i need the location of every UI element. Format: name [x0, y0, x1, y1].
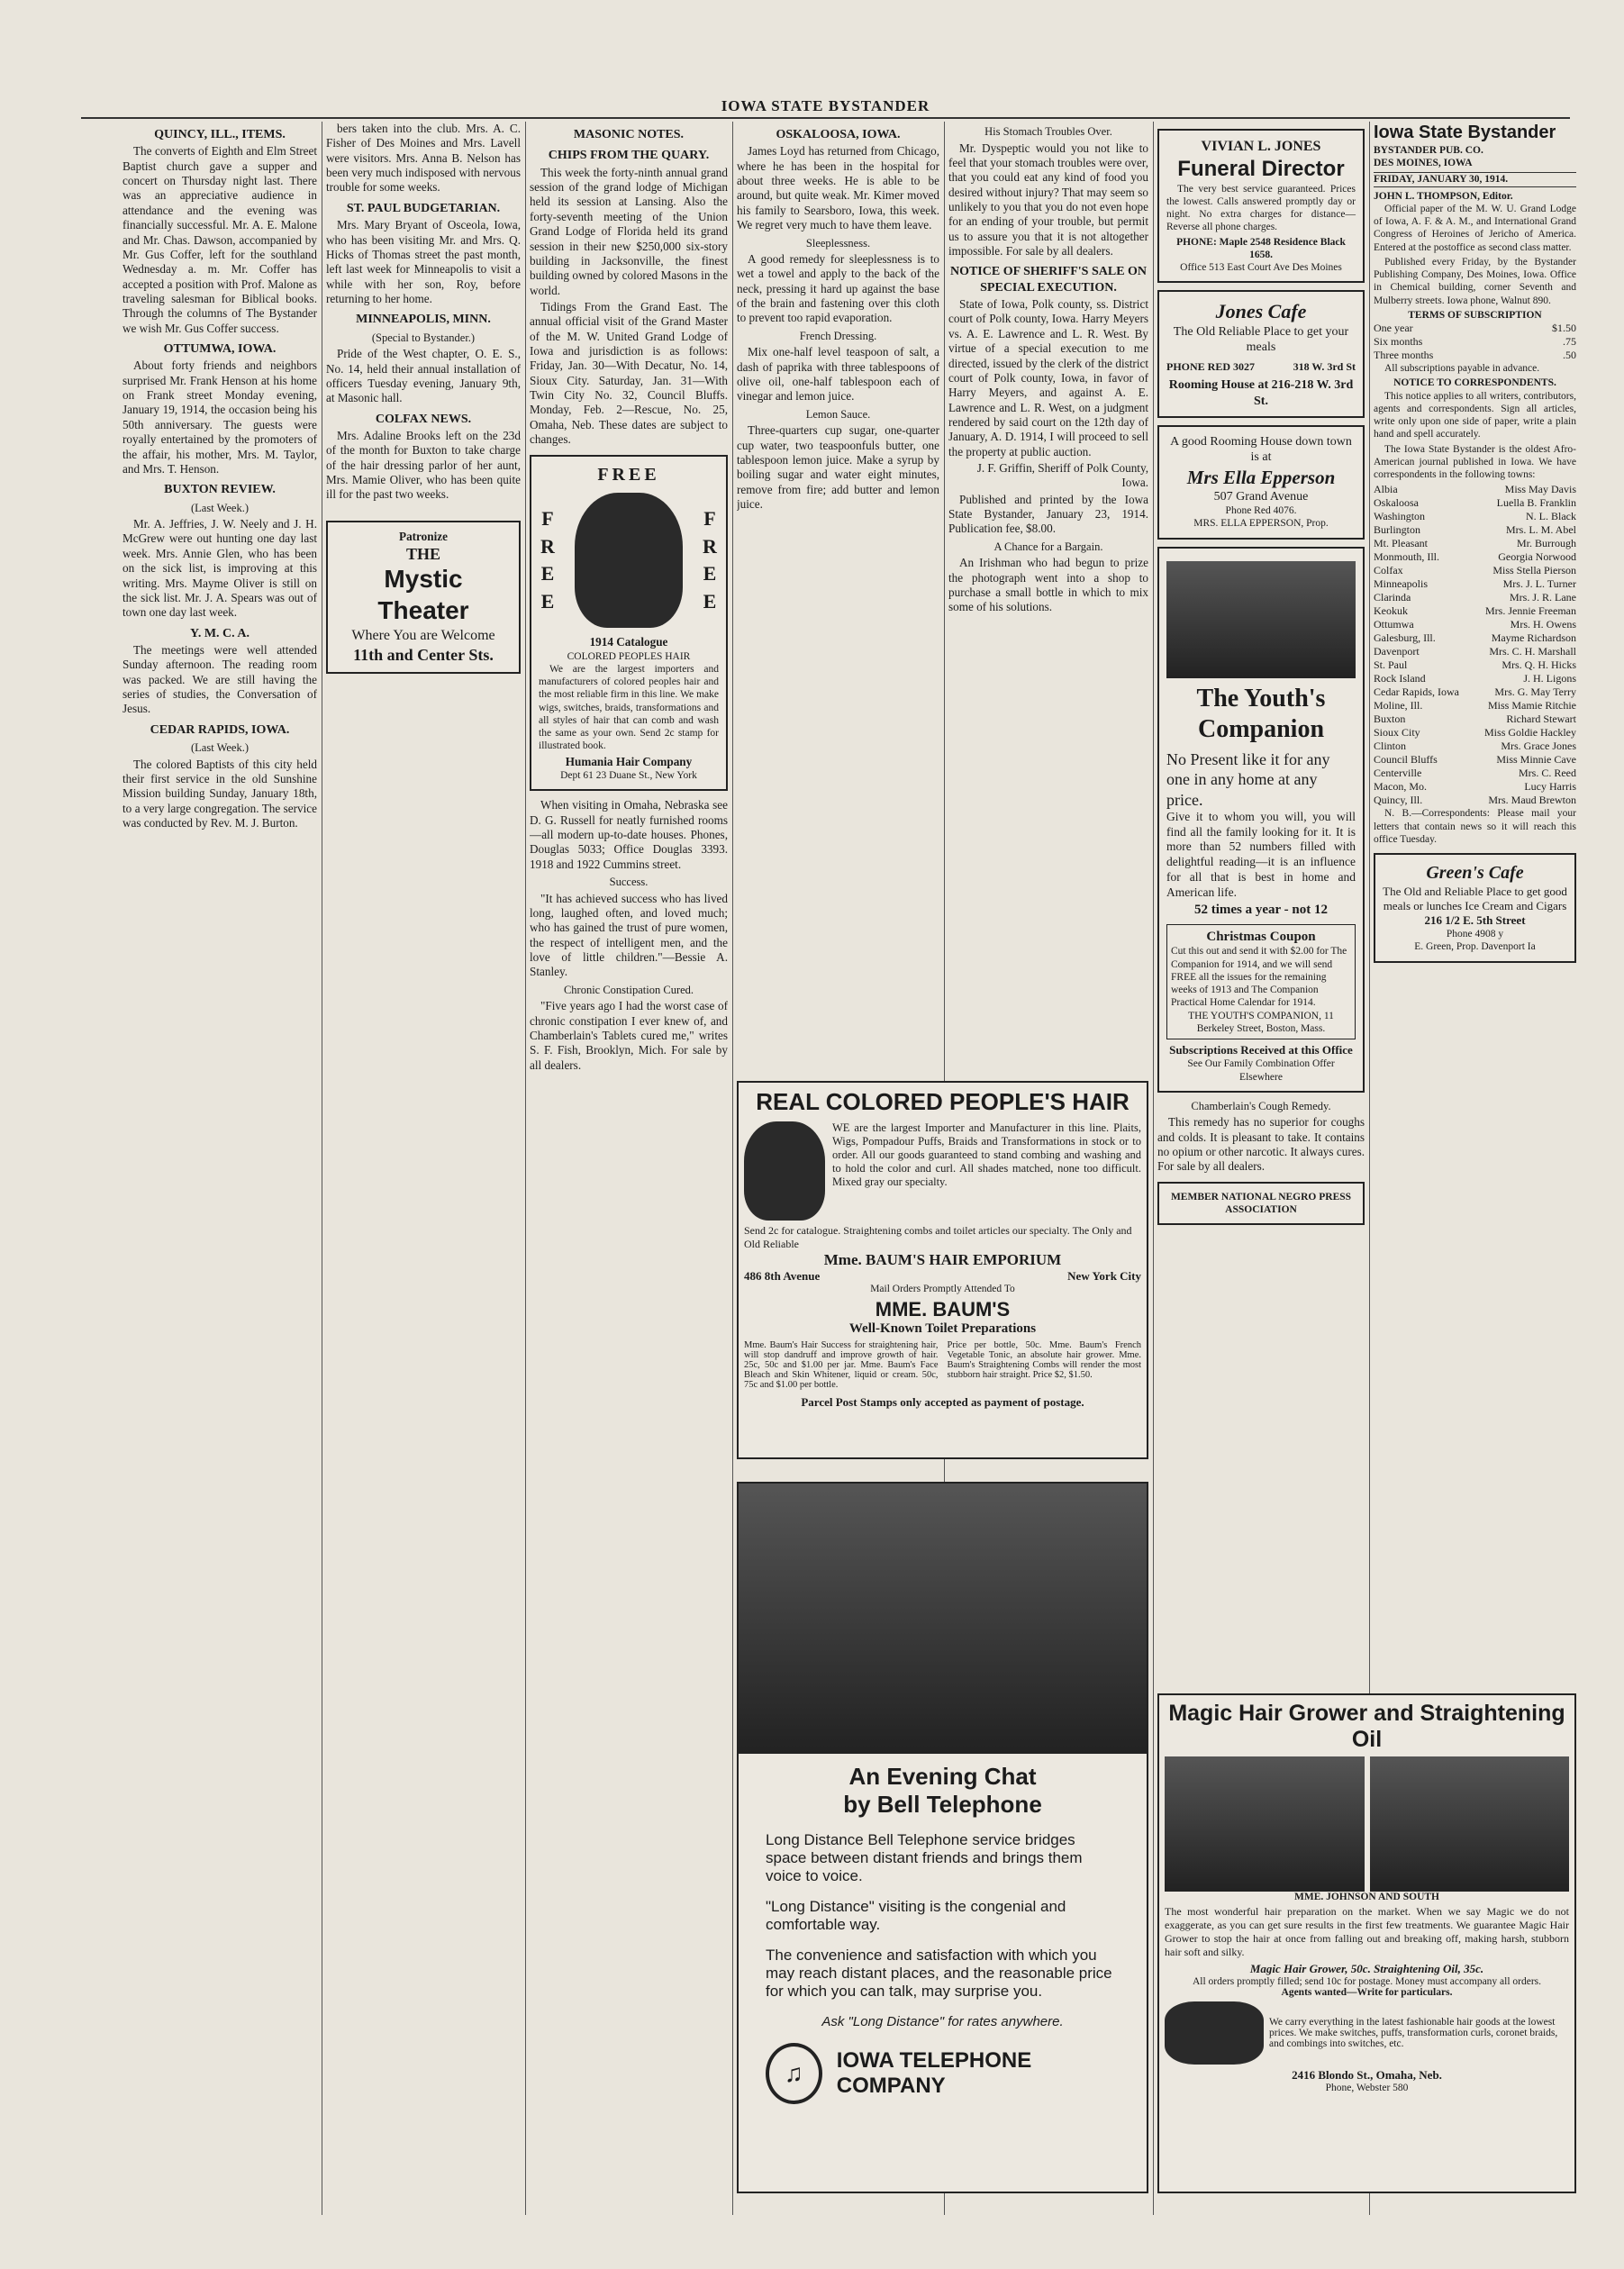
editor: JOHN L. THOMPSON, Editor. — [1374, 190, 1513, 202]
city: DES MOINES, IOWA — [1374, 158, 1473, 169]
subscriptions-subline: See Our Family Combination Offer Elsewhere — [1187, 1058, 1335, 1083]
correspondent-name: Mrs. C. Reed — [1519, 767, 1576, 780]
correspondent-town: Buxton — [1374, 712, 1406, 726]
correspondent-row — [1374, 685, 1576, 699]
lemon-sauce-heading: Lemon Sauce. — [805, 407, 871, 421]
epperson-ad — [1157, 425, 1365, 540]
st-paul-article: Mrs. Mary Bryant of Osceola, Iowa, who has been visiting Mr. and Mrs. Q. Hicks of Thomas street the past month, left last week for Minneapolis to visit a while with her son, Roy, before returning to her home. — [326, 218, 521, 305]
masonic-heading: MASONIC NOTES. — [573, 128, 685, 141]
correspondent-name: Mrs. Maud Brewton — [1488, 794, 1576, 807]
hair-bun-image — [575, 493, 683, 628]
terms-row — [1374, 322, 1576, 335]
parcel-post-note: Parcel Post Stamps only accepted as payment of postage. — [801, 1395, 1084, 1409]
correspondent-town: Moline, Ill. — [1374, 699, 1423, 712]
correspondent-town: Minneapolis — [1374, 577, 1428, 591]
chips-article: This week the forty-ninth annual grand session of the grand lodge of Michigan held its session at Lansing. Also the forty-seventh meeting of the Union Grand Lodge of Florida held its grand session in their new $250,000 six-story building in Jacksonville, the finest building owned by colored Masons in the world. — [530, 165, 728, 297]
youths-companion-ad — [1157, 547, 1365, 1093]
success-quote: "It has achieved success who has lived long, laughed often, and loved much; who has gained the trust of pure women, the respect of intelligent men, and the love of little children."—Bessie A. Stanley. — [530, 891, 728, 979]
hair-mail-orders: Mail Orders Promptly Attended To — [870, 1284, 1015, 1294]
magic-caption: MME. JOHNSON AND SOUTH — [1293, 1892, 1439, 1902]
correspondent-name: Georgia Norwood — [1498, 550, 1576, 564]
correspondent-town: Clinton — [1374, 740, 1407, 753]
colfax-heading: COLFAX NEWS. — [375, 412, 472, 426]
column-6 — [1157, 122, 1365, 1689]
bell-icon: ♫ — [766, 2043, 822, 2104]
sheriff-signature: J. F. Griffin, Sheriff of Polk County, Iowa. — [976, 461, 1148, 490]
correspondent-town: Clarinda — [1374, 591, 1411, 604]
cedar-rapids-heading: CEDAR RAPIDS, IOWA. — [150, 722, 290, 737]
success-heading: Success. — [609, 876, 649, 889]
correspondent-row — [1374, 577, 1576, 591]
term-label: Three months — [1374, 349, 1434, 362]
correspondent-row — [1374, 645, 1576, 658]
cafe-address: 318 W. 3rd St — [1293, 360, 1356, 374]
constipation-heading: Chronic Constipation Cured. — [563, 983, 694, 996]
cafe-name: Jones Cafe — [1215, 300, 1307, 323]
correspondent-name: Mrs. C. H. Marshall — [1489, 645, 1576, 658]
correspondent-name: J. H. Ligons — [1523, 672, 1576, 685]
hair-ad-body: WE are the largest Importer and Manufacturer in this line. Plaits, Wigs, Pompadour Puffs, Braids and Transformations in stock or to order. All our goods guaranteed to stand combing and washing and to hold the color and curl. All shades matched, none too difficult. Mixed gray our specialty. — [832, 1121, 1141, 1188]
column-rule — [525, 122, 526, 2215]
funeral-director-ad — [1157, 129, 1365, 283]
epperson-address: 507 Grand Avenue — [1213, 489, 1309, 504]
sheriff-heading: NOTICE OF SHERIFF'S SALE ON SPECIAL EXECUTION. — [949, 265, 1148, 295]
mystic-name: Mystic Theater — [377, 565, 469, 625]
magic-photo-left — [1165, 1756, 1365, 1892]
correspondent-town: Cedar Rapids, Iowa — [1374, 685, 1459, 699]
jones-name: VIVIAN L. JONES — [1201, 139, 1321, 154]
greens-cafe-ad — [1374, 853, 1576, 963]
humania-address: Dept 61 23 Duane St., New York — [560, 770, 697, 782]
hair-emporium: Mme. BAUM'S HAIR EMPORIUM — [823, 1251, 1062, 1268]
correspondent-town: Ottumwa — [1374, 618, 1414, 631]
term-label: One year — [1374, 322, 1413, 335]
correspondent-row — [1374, 780, 1576, 794]
correspondent-town: Davenport — [1374, 645, 1420, 658]
youth-title-1: The Youth's — [1196, 684, 1326, 712]
french-dressing-heading: French Dressing. — [799, 329, 877, 342]
minneapolis-subheading: (Special to Bystander.) — [371, 331, 476, 344]
magic-mail: All orders promptly filled; send 10c for postage. Money must accompany all orders. — [1192, 1976, 1542, 1987]
magic-address: 2416 Blondo St., Omaha, Neb. — [1292, 2068, 1442, 2082]
telephone-company: IOWA TELEPHONE COMPANY — [836, 2048, 1032, 2098]
terms-heading: TERMS OF SUBSCRIPTION — [1408, 309, 1542, 321]
free-side-right: FREE — [703, 506, 717, 613]
term-price: $1.50 — [1552, 322, 1576, 335]
correspondent-name: Miss Mamie Ritchie — [1488, 699, 1576, 712]
correspondent-town: Burlington — [1374, 523, 1421, 537]
sleeplessness-heading: Sleeplessness. — [805, 236, 871, 250]
masthead: IOWA STATE BYSTANDER — [81, 97, 1570, 119]
column-7 — [1374, 122, 1576, 1500]
correspondent-row — [1374, 564, 1576, 577]
correspondent-row — [1374, 591, 1576, 604]
correspondent-name: Mrs. L. M. Abel — [1506, 523, 1576, 537]
column-1 — [122, 122, 317, 2211]
correspondent-town: Centerville — [1374, 767, 1422, 780]
correspondent-town: Rock Island — [1374, 672, 1426, 685]
baum-subtitle: Well-Known Toilet Preparations — [848, 1321, 1037, 1336]
hair-ad-catalog-line: Send 2c for catalogue. Straightening combs and toilet articles our specialty. The Only and Old Reliable — [744, 1224, 1132, 1250]
correspondent-row — [1374, 794, 1576, 807]
term-price: .50 — [1563, 349, 1576, 362]
youth-text: Give it to whom you will, you will find all the family looking for it. It is more than 52 numbers filled with delightful reading—it is an influence for all that is best in home and American life. — [1166, 809, 1356, 899]
sheriff-article: State of Iowa, Polk county, ss. District court of Polk county, Iowa. Harry Meyers vs. A. E. Lawrence and L. R. West. By virtue of a special execution to me directed, issued by the clerk of the district court of Polk county, Iowa, in favor of Harry Meyers, and against A. E. Lawrence and L. R. West, on a judgment rendered by said court on the 12th day of January, A. D. 1914, I will proceed to sell the property at public auction. — [948, 297, 1148, 458]
baum-list-left: Mme. Baum's Hair Success for straightening hair, will stop dandruff and improve growth of hair. 25c, 50c and $1.00 per jar. Mme. Baum's Face Bleach and Skin Whitener, liquid or cream. 50c, 75c and $1.00 per bottle. — [744, 1340, 939, 1390]
correspondent-row — [1374, 672, 1576, 685]
nb-note: N. B.—Correspondents: Please mail your letters that contain news so it will reach this office Tuesday. — [1374, 808, 1576, 845]
ottumwa-heading: OTTUMWA, IOWA. — [163, 342, 277, 357]
issue-date: FRIDAY, JANUARY 30, 1914. — [1374, 172, 1576, 186]
sleeplessness-article: A good remedy for sleeplessness is to wet a towel and apply to the back of the neck, pressing it hard up against the base of the brain and fastening over this cloth to prevent too rapid evaporation. — [737, 252, 939, 325]
magic-prices: Magic Hair Grower, 50c. Straightening Oil, 35c. — [1249, 1962, 1484, 1975]
youth-title-2: Companion — [1197, 715, 1325, 744]
correspondent-town: Keokuk — [1374, 604, 1408, 618]
correspondent-name: Miss Minnie Cave — [1496, 753, 1576, 767]
correspondent-town: Galesburg, Ill. — [1374, 631, 1436, 645]
correspondent-row — [1374, 699, 1576, 712]
cough-heading: Chamberlain's Cough Remedy. — [1191, 1099, 1331, 1112]
paper-title: Iowa State Bystander — [1374, 123, 1556, 142]
correspondent-town: Sioux City — [1374, 726, 1420, 740]
catalogue-subtitle: COLORED PEOPLES HAIR — [567, 650, 691, 662]
telephone-body-3: The convenience and satisfaction with which you may reach distant places, and the reasonable price for which you can talk, may surprise you. — [766, 1947, 1112, 2000]
correspondents-heading: NOTICE TO CORRESPONDENTS. — [1393, 377, 1556, 389]
club-article: bers taken into the club. Mrs. A. C. Fisher of Des Moines and Mrs. Lavell were visitors. Mrs. Anna B. Nelson has been very much indisposed with nervous trouble for some weeks. — [326, 122, 521, 195]
jones-office: Office 513 East Court Ave Des Moines — [1180, 262, 1342, 274]
quincy-article: The converts of Eighth and Elm Street Baptist church gave a supper and concert on Thursday night last. There was an appreciative audience in attendance and the evening was financially successful. Mr. A. E. Malone and Mr. Chas. Dawson, accompanied by Mr. Gus Coffer, left for the southland Wednesday a. m. Mr. Coffer has accepted a position with Prof. Malone as traveling salesman for Biblical books. Through the columns of The Bystander we wish Mr. Gus Coffer success. — [122, 144, 317, 335]
buxton-subheading: (Last Week.) — [190, 501, 249, 514]
column-2 — [326, 122, 521, 2211]
cedar-rapids-article: The colored Baptists of this city held their first service in the old Sunshine Mission building Sunday, January 18th, to a very large congregation. The service was conducted by Rev. M. J. Burton. — [122, 757, 317, 830]
column-rule — [1153, 122, 1154, 2215]
term-label: Six months — [1374, 335, 1423, 349]
st-paul-heading: ST. PAUL BUDGETARIAN. — [346, 201, 501, 215]
correspondent-name: Mrs. Grace Jones — [1501, 740, 1576, 753]
cafe-rooming: Rooming House at 216-218 W. 3rd St. — [1168, 378, 1354, 408]
correspondent-name: N. L. Black — [1526, 510, 1576, 523]
jones-cafe-ad — [1157, 290, 1365, 418]
official-paper: Official paper of the M. W. U. Grand Lodge of Iowa, A. F. & A. M., and International Grand Congress of Heroines of Jericho of America. Entered at the postoffice as second class matter. — [1374, 203, 1576, 253]
correspondent-town: Washington — [1374, 510, 1426, 523]
greens-phone: Phone 4908 y — [1446, 929, 1504, 940]
telephone-body-1: Long Distance Bell Telephone service bridges space between distant friends and brings them voice to voice. — [766, 1831, 1083, 1884]
correspondents-text: This notice applies to all writers, contributors, agents and correspondents. Sign all articles, write only upon one side of paper, write a plain hand and spell accurately. — [1374, 390, 1576, 440]
publisher: BYSTANDER PUB. CO. — [1374, 144, 1483, 156]
telephone-ask: Ask "Long Distance" for rates anywhere. — [821, 2014, 1064, 2029]
bargain-heading: A Chance for a Bargain. — [993, 540, 1103, 553]
column-3 — [530, 122, 728, 2211]
magic-headline: Magic Hair Grower and Straightening Oil — [1168, 1701, 1565, 1752]
mystic-welcome: Where You are Welcome — [351, 627, 495, 643]
correspondent-name: Mrs. H. Owens — [1510, 618, 1576, 631]
jones-phone: PHONE: Maple 2548 Residence Black 1658. — [1176, 236, 1346, 260]
correspondent-row — [1374, 550, 1576, 564]
greens-name: Green's Cafe — [1426, 863, 1524, 884]
youths-companion-illustration — [1166, 561, 1356, 678]
mystic-patronize: Patronize — [399, 529, 448, 543]
quincy-heading: QUINCY, ILL., ITEMS. — [154, 128, 286, 141]
telephone-ad — [737, 1482, 1148, 2193]
minneapolis-article: Pride of the West chapter, O. E. S., No. 14, held their annual installation of officers Tuesday evening, January 9th, at Masonic hall. — [326, 347, 521, 405]
cafe-phone: PHONE RED 3027 — [1166, 360, 1256, 374]
correspondent-row — [1374, 658, 1576, 672]
subscriptions-line: Subscriptions Received at this Office — [1169, 1043, 1353, 1057]
correspondent-town: Council Bluffs — [1374, 753, 1438, 767]
constipation-article: "Five years ago I had the worst case of chronic constipation I ever knew of, and Chamberlain's Tablets cured me," writes S. F. Fish, Brooklyn, Mich. For sale by all dealers. — [530, 999, 728, 1072]
terms-row — [1374, 349, 1576, 362]
coupon-text: Cut this out and send it with $2.00 for The Companion for 1914, and we will send FREE all the issues for the remaining weeks of 1913 and The Companion Practical Home Calendar for 1914. — [1171, 946, 1347, 1009]
correspondent-town: Albia — [1374, 483, 1398, 496]
colfax-article: Mrs. Adaline Brooks left on the 23d of the month for Buxton to take charge of the hair dressing parlor of her aunt, Mrs. Mamie Oliver, who has been quite ill for the past two weeks. — [326, 428, 521, 502]
baum-title: MME. BAUM'S — [875, 1298, 1011, 1321]
epperson-intro: A good Rooming House down town is at — [1170, 434, 1352, 465]
magic-stock: We carry everything in the latest fashionable hair goods at the lowest prices. We make switches, puffs, transformation curls, coronet braids, and combings into switches, etc. — [1269, 2017, 1558, 2049]
french-dressing-article: Mix one-half level teaspoon of salt, a dash of paprika with three tablespoons of olive oil, one-half tablespoon each of vinegar and lemon juice. — [737, 345, 939, 404]
mystic-the: THE — [405, 545, 440, 564]
coupon-title: Christmas Coupon — [1206, 929, 1316, 944]
correspondent-town: St. Paul — [1374, 658, 1408, 672]
stomach-heading: His Stomach Troubles Over. — [984, 125, 1112, 138]
terms-row — [1374, 335, 1576, 349]
published-notice: Published every Friday, by the Bystander Publishing Company, Des Moines, Iowa. Office in Chemical building, corner Seventh and Mulberry streets. Iowa phone, Walnut 890. — [1374, 256, 1576, 306]
correspondents-list — [1374, 483, 1576, 807]
baum-list-right: Price per bottle, 50c. Mme. Baum's French Vegetable Tonic, an absolute hair grower. Mme. Baum's Straightening Combs will render the most stubborn hair straight. Price $2, $1.50. — [947, 1340, 1141, 1380]
correspondent-town: Mt. Pleasant — [1374, 537, 1428, 550]
buxton-heading: BUXTON REVIEW. — [164, 483, 276, 497]
greens-address: 216 1/2 E. 5th Street — [1424, 913, 1526, 928]
correspondent-name: Miss Goldie Hackley — [1484, 726, 1576, 740]
correspondent-name: Luella B. Franklin — [1496, 496, 1576, 510]
free-heading: FREE — [597, 464, 660, 485]
magic-phone: Phone, Webster 580 — [1325, 2083, 1409, 2093]
correspondent-name: Mrs. J. R. Lane — [1510, 591, 1576, 604]
hair-ad-headline: REAL COLORED PEOPLE'S HAIR — [756, 1088, 1130, 1115]
column-rule — [732, 122, 733, 2215]
ymca-heading: Y. M. C. A. — [190, 626, 249, 640]
term-price: .75 — [1563, 335, 1576, 349]
magic-text: The most wonderful hair preparation on the market. When we say Magic we do not exaggerate, as you can get sure results in the first few treatments. We guarantee Magic Hair Grower to stop the hair at once from falling out and breaking off, making harsh, stubborn hair soft and silky. — [1165, 1905, 1569, 1958]
cough-article: This remedy has no superior for coughs and colds. It is pleasant to take. It contains no opium or other narcotic. It always cures. For sale by all dealers. — [1157, 1115, 1365, 1174]
column-5 — [948, 122, 1148, 1076]
correspondent-town: Colfax — [1374, 564, 1403, 577]
greens-tagline: The Old and Reliable Place to get good meals or lunches Ice Cream and Cigars — [1383, 884, 1567, 912]
hair-emporium-address: 486 8th Avenue — [744, 1269, 821, 1283]
oskaloosa-article: James Loyd has returned from Chicago, where he has been in the hospital for about three weeks. He is able to be around, but quite weak. Mr. Kimer moved his family to Searsboro, Iowa, this week. We regret very much to have them leave. — [737, 144, 939, 232]
correspondent-row — [1374, 618, 1576, 631]
correspondent-name: Lucy Harris — [1524, 780, 1576, 794]
mystic-address: 11th and Center Sts. — [353, 645, 494, 664]
correspondent-row — [1374, 483, 1576, 496]
stomach-article: Mr. Dyspeptic would you not like to feel that your stomach troubles were over, that you could eat any kind of food you desired without injury? That may seem so unlikely to you that you do not even hope for an ending of your trouble, but permit us to assure you that it is not altogether impossible. For sale by all dealers. — [948, 141, 1148, 259]
correspondent-row — [1374, 740, 1576, 753]
telephone-title-2: by Bell Telephone — [843, 1791, 1042, 1818]
jones-text: The very best service guaranteed. Prices the lowest. Calls answered promptly day or night. No extra charges for distance—Reverse all phone charges. — [1166, 183, 1356, 233]
correspondent-name: Mayme Richardson — [1491, 631, 1576, 645]
correspondent-row — [1374, 753, 1576, 767]
coupon-address: THE YOUTH'S COMPANION, 11 Berkeley Street, Boston, Mass. — [1188, 1010, 1334, 1034]
correspondent-name: Richard Stewart — [1506, 712, 1576, 726]
towns-intro: The Iowa State Bystander is the oldest Afro-American journal published in Iowa. We have correspondents in the following towns: — [1374, 443, 1576, 481]
hair-emporium-city: New York City — [1067, 1269, 1141, 1283]
column-4 — [737, 122, 939, 1076]
telephone-body-2: "Long Distance" visiting is the congenial and comfortable way. — [766, 1898, 1066, 1933]
youth-lead: No Present like it for any one in any home at any price. — [1166, 749, 1330, 809]
catalogue-title: 1914 Catalogue — [589, 635, 668, 649]
correspondent-row — [1374, 510, 1576, 523]
correspondent-row — [1374, 537, 1576, 550]
sheriff-publication: Published and printed by the Iowa State Bystander, January 23, 1914. Publication fee, $8.00. — [948, 492, 1148, 536]
buxton-article: Mr. A. Jeffries, J. W. Neely and J. H. McGrew were out hunting one day last week. Mrs. Annie Glen, who has been on the sick list, is improving at this writing. Mrs. Mayme Oliver is still on the sick list. Mr. J. A. Spears was out of town one day last week. — [122, 517, 317, 620]
magic-agents: Agents wanted—Write for particulars. — [1281, 1987, 1453, 1998]
cedar-rapids-subheading: (Last Week.) — [190, 741, 249, 755]
magic-photo-right — [1370, 1756, 1570, 1892]
correspondent-name: Mr. Burrough — [1517, 537, 1576, 550]
youth-price: 52 times a year - not 12 — [1193, 903, 1329, 918]
chips-heading: CHIPS FROM THE QUARY. — [548, 149, 710, 163]
correspondent-row — [1374, 631, 1576, 645]
correspondent-row — [1374, 604, 1576, 618]
telephone-title-1: An Evening Chat — [848, 1763, 1037, 1790]
magic-hair-goods-image — [1165, 2001, 1264, 2065]
correspondent-town: Oskaloosa — [1374, 496, 1419, 510]
humania-text: We are the largest importers and manufacturers of colored peoples hair and the most reliable firm in this line. We make wigs, switches, braids, transformations and all styles of hair that can comb and wash the same as your own. Send 2c stamp for illustrated book. — [539, 663, 719, 752]
hair-ad-image — [744, 1121, 825, 1221]
correspondent-row — [1374, 767, 1576, 780]
ottumwa-article: About forty friends and neighbors surprised Mr. Frank Henson at his home on Frank street Monday evening, January 19, 1914, the occasion being his 50th anniversary. The guests were royally entertained by the promoters of the affair, his mother, Mrs. M. Taylor, and Mrs. T. Henson. — [122, 359, 317, 476]
epperson-phone: Phone Red 4076. — [1225, 505, 1297, 517]
telephone-ad-illustration — [739, 1484, 1147, 1754]
jones-title: Funeral Director — [1177, 156, 1345, 181]
correspondent-name: Miss Stella Pierson — [1492, 564, 1576, 577]
correspondent-name: Mrs. Q. H. Hicks — [1502, 658, 1576, 672]
correspondent-row — [1374, 726, 1576, 740]
humania-hair-ad — [530, 455, 728, 792]
correspondent-name: Mrs. J. L. Turner — [1502, 577, 1576, 591]
mystic-theater-ad — [326, 521, 521, 674]
correspondent-name: Mrs. G. May Terry — [1494, 685, 1576, 699]
correspondent-row — [1374, 523, 1576, 537]
correspondent-row — [1374, 712, 1576, 726]
terms-note: All subscriptions payable in advance. — [1384, 363, 1540, 375]
lemon-sauce-article: Three-quarters cup sugar, one-quarter cup water, two teaspoonfuls butter, one tablespoon lemon juice. Make a syrup by boiling sugar and water eight minutes, remove from fire; add butter and lemon juice. — [737, 423, 939, 512]
correspondent-town: Macon, Mo. — [1374, 780, 1427, 794]
ymca-article: The meetings were well attended Sunday afternoon. The reading room was packed. We are still having the series of studies, the Conversation of Jesus. — [122, 643, 317, 716]
correspondent-name: Mrs. Jennie Freeman — [1485, 604, 1576, 618]
baum-hair-ad — [737, 1081, 1148, 1459]
magic-hair-ad — [1157, 1693, 1576, 2193]
oskaloosa-heading: OSKALOOSA, IOWA. — [776, 128, 901, 141]
epperson-name: Mrs Ella Epperson — [1186, 466, 1336, 488]
bargain-article: An Irishman who had begun to prize the photograph went into a shop to purchase a small bottle in which to mix some of his solutions. — [948, 556, 1148, 614]
christmas-coupon — [1166, 924, 1356, 1039]
press-association: MEMBER NATIONAL NEGRO PRESS ASSOCIATION — [1157, 1182, 1365, 1226]
omaha-rooms-notice: When visiting in Omaha, Nebraska see D. G. Russell for neatly furnished rooms—all modern up-to-date houses. Phones, Douglas 5033; Office Douglas 3393. 1918 and 1922 Cummins street. — [530, 798, 728, 871]
epperson-prop: MRS. ELLA EPPERSON, Prop. — [1193, 518, 1329, 530]
cafe-tagline: The Old Reliable Place to get your meals — [1173, 324, 1349, 354]
free-side-left: FREE — [540, 506, 555, 613]
minneapolis-heading: MINNEAPOLIS, MINN. — [356, 313, 491, 327]
correspondent-row — [1374, 496, 1576, 510]
correspondent-town: Monmouth, Ill. — [1374, 550, 1440, 564]
correspondent-name: Miss May Davis — [1504, 483, 1576, 496]
tidings-article: Tidings From the Grand East. The annual official visit of the Grand Master of the M. W. United Grand Lodge of Iowa and jurisdiction is as follows: Friday, Jan. 30—With Decatur, No. 14, Sioux City. Saturday, Jan. 31—With Twin City No. 32, Council Bluffs. Monday, Feb. 2—Rescue, No. 25, Omaha, Neb. These dates are subject to changes. — [530, 299, 728, 447]
correspondent-town: Quincy, Ill. — [1374, 794, 1423, 807]
greens-prop: E. Green, Prop. Davenport Ia — [1414, 941, 1536, 953]
humania-name: Humania Hair Company — [565, 754, 693, 768]
